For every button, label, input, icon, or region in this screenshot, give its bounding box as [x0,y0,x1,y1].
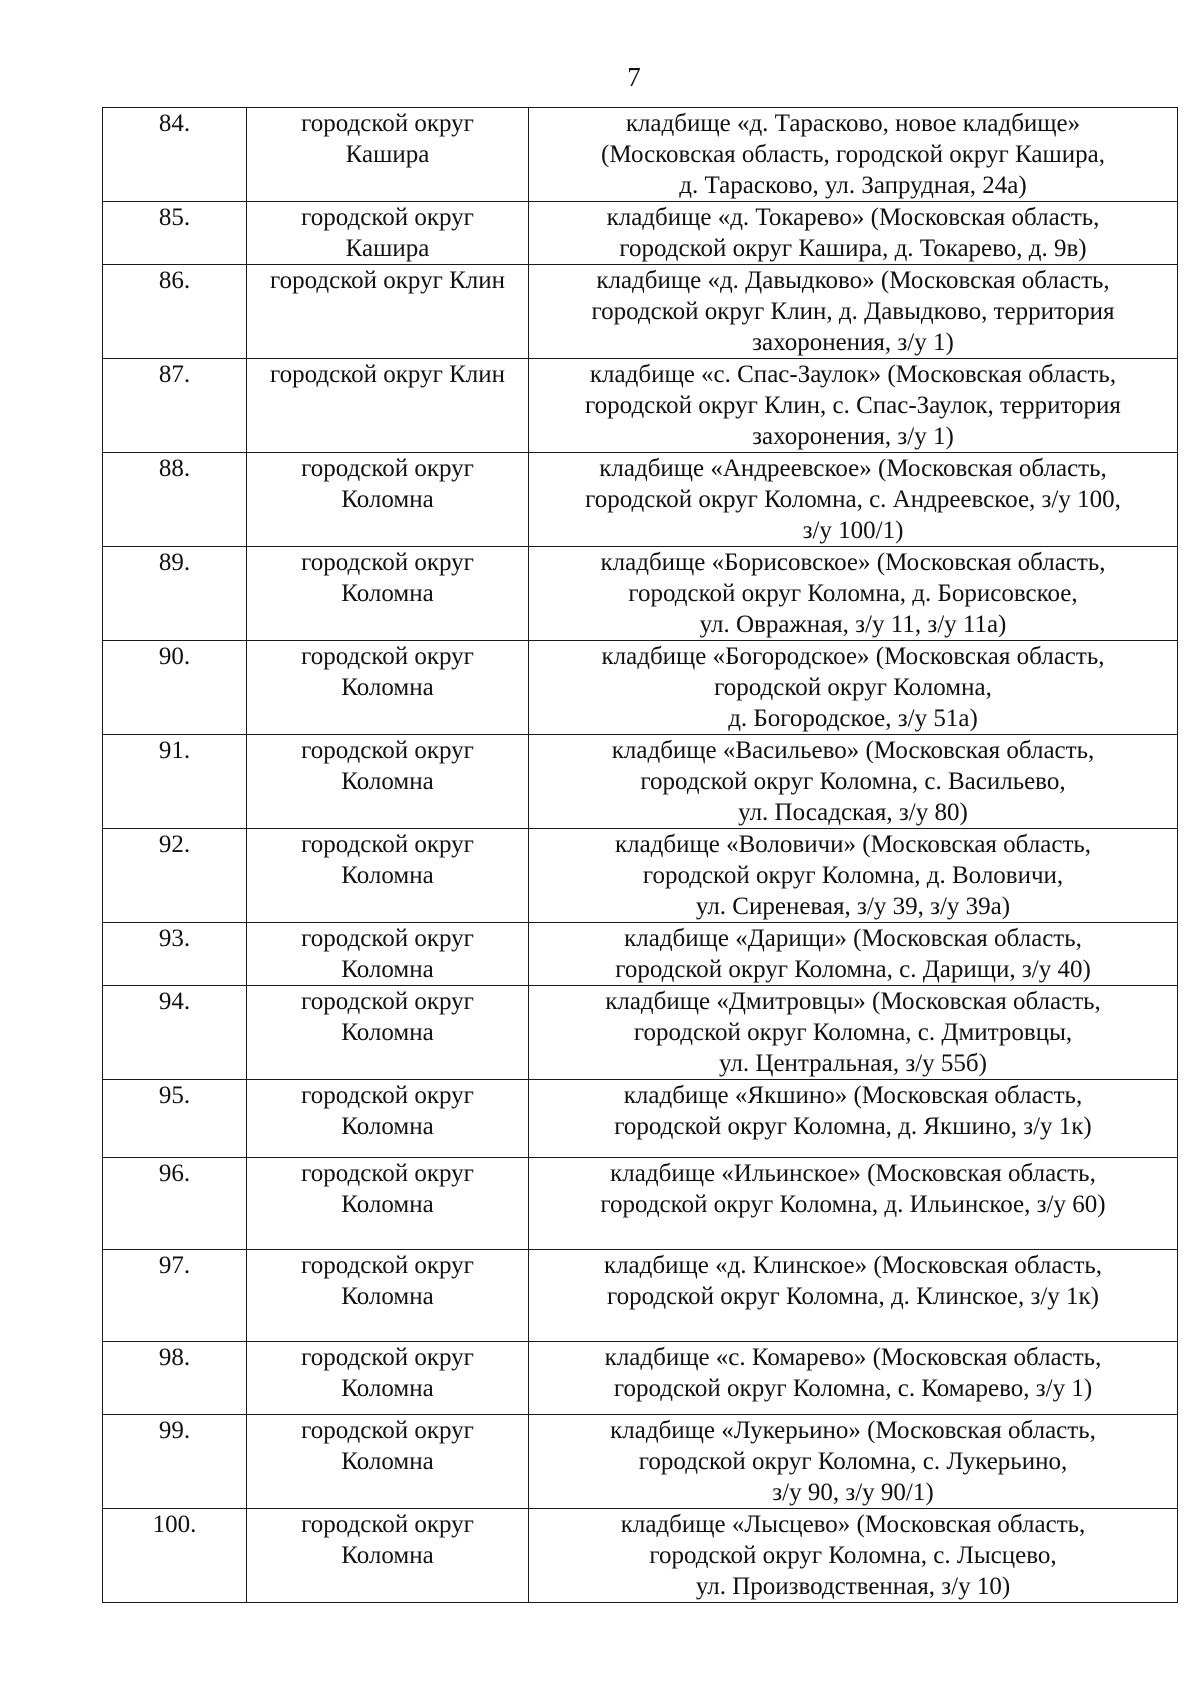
district-cell [247,202,529,265]
cemetery-line: кладбище «Дмитровцы» (Московская область, [605,988,1101,1015]
row-number: 93. [103,923,247,986]
cemetery-line: (Московская область, городской округ Кашира, [601,141,1105,168]
table-row [103,202,1178,265]
district-cell [247,829,529,923]
cemetery-line: кладбище «д. Токарево» (Московская область, [606,204,1100,231]
cemetery-line: кладбище «Богородское» (Московская область, [601,643,1105,670]
district-cell [247,923,529,986]
cemetery-line: городской округ Коломна, с. Комарево, з/у 1) [613,1375,1093,1402]
district-line: Коломна [341,486,434,513]
district-line: городской округ [301,1082,474,1109]
table-row [103,1415,1178,1509]
district-cell [247,359,529,453]
district-line: Коломна [341,1542,434,1569]
district-line: городской округ [301,1160,474,1187]
district-line: Коломна [341,862,434,889]
cemetery-line: д. Тарасково, ул. Запрудная, 24а) [679,172,1027,199]
district-line: городской округ [301,204,474,231]
cemetery-cell [529,735,1178,829]
district-line: Коломна [341,768,434,795]
cemetery-line: кладбище «Лукерьино» (Московская область, [610,1417,1096,1444]
table-row [103,453,1178,547]
table-row [103,547,1178,641]
cemetery-line: городской округ Клин, с. Спас-Заулок, территория [585,392,1121,419]
table-row [103,1342,1178,1415]
district-line: городской округ [301,988,474,1015]
district-line: Коломна [341,1113,434,1140]
cemetery-line: городской округ Коломна, с. Дмитровцы, [633,1019,1073,1046]
table-row [103,1080,1178,1158]
district-cell [247,265,529,359]
cemetery-line: ул. Центральная, з/у 55б) [719,1050,987,1077]
row-number: 94. [103,986,247,1080]
cemetery-line: кладбище «д. Клинское» (Московская область, [603,1252,1103,1279]
cemetery-line: городской округ Коломна, [714,674,992,701]
table-row [103,986,1178,1080]
district-line: городской округ [301,455,474,482]
cemetery-line: городской округ Коломна, с. Дарищи, з/у 40) [615,956,1091,983]
cemetery-line: городской округ Коломна, д. Борисовское, [628,580,1078,607]
cemetery-line: городской округ Коломна, с. Андреевское, з/у 100, [585,486,1121,513]
row-number: 87. [103,359,247,453]
cemetery-line: кладбище «Воловичи» (Московская область, [614,831,1092,858]
district-cell [247,735,529,829]
row-number: 85. [103,202,247,265]
cemetery-cell [529,547,1178,641]
cemetery-cell [529,1158,1178,1250]
cemetery-cell [529,923,1178,986]
cemetery-cell [529,1509,1178,1603]
district-line: Коломна [341,674,434,701]
table-row [103,1250,1178,1342]
cemetery-line: кладбище «с. Спас-Заулок» (Московская область, [589,361,1117,388]
row-number: 89. [103,547,247,641]
cemetery-line: кладбище «Дарищи» (Московская область, [624,925,1082,952]
table-row [103,641,1178,735]
district-line: Коломна [341,1448,434,1475]
cemetery-line: кладбище «Васильево» (Московская область, [611,737,1095,764]
cemetery-line: кладбище «с. Комарево» (Московская область, [604,1344,1102,1371]
district-cell [247,547,529,641]
cemetery-line: городской округ Коломна, д. Воловичи, [642,862,1064,889]
row-number: 100. [103,1509,247,1603]
district-cell [247,1342,529,1415]
district-line: городской округ [301,643,474,670]
district-cell [247,1080,529,1158]
cemetery-line: городской округ Кашира, д. Токарево, д. 9в) [619,235,1087,262]
row-number: 86. [103,265,247,359]
table-body [103,108,1178,1603]
cemetery-line: кладбище «Ильинское» (Московская область, [610,1160,1096,1187]
cemetery-line: городской округ Коломна, д. Клинское, з/у 1к) [607,1283,1099,1310]
cemetery-cell [529,829,1178,923]
district-line: Коломна [341,1375,434,1402]
cemetery-line: кладбище «Лысцево» (Московская область, [620,1511,1086,1538]
district-cell [247,108,529,202]
row-number: 99. [103,1415,247,1509]
district-line: Кашира [345,141,430,168]
table-row [103,829,1178,923]
row-number: 95. [103,1080,247,1158]
district-cell [247,1415,529,1509]
district-line: городской округ [301,737,474,764]
cemetery-cell [529,1415,1178,1509]
district-cell [247,1509,529,1603]
district-cell [247,986,529,1080]
cemetery-line: городской округ Коломна, с. Лукерьино, [638,1448,1068,1475]
district-line: городской округ Клин [270,361,505,388]
district-line: городской округ [301,831,474,858]
cemetery-line: ул. Овражная, з/у 11, з/у 11а) [699,611,1007,638]
cemetery-cell [529,359,1178,453]
table-row [103,735,1178,829]
cemetery-line: городской округ Клин, д. Давыдково, территория [591,298,1115,325]
district-line: Коломна [341,1019,434,1046]
cemetery-line: городской округ Коломна, с. Лысцево, [649,1542,1057,1569]
row-number: 90. [103,641,247,735]
table-row [103,359,1178,453]
cemetery-cell [529,1080,1178,1158]
cemetery-cell [529,1250,1178,1342]
table-row [103,1158,1178,1250]
cemetery-line: городской округ Коломна, с. Васильево, [640,768,1066,795]
cemetery-cell [529,1342,1178,1415]
table-row [103,923,1178,986]
page-number: 7 [627,62,641,92]
district-line: городской округ [301,110,474,137]
district-line: городской округ [301,1344,474,1371]
district-cell [247,1158,529,1250]
cemetery-cell [529,641,1178,735]
row-number: 97. [103,1250,247,1342]
cemetery-line: городской округ Коломна, д. Якшино, з/у 1к) [614,1113,1092,1140]
cemetery-line: кладбище «Андреевское» (Московская область, [599,455,1107,482]
district-line: городской округ Клин [270,267,505,294]
cemetery-line: захоронения, з/у 1) [752,329,954,356]
district-line: Коломна [341,1191,434,1218]
row-number: 98. [103,1342,247,1415]
cemetery-cell [529,453,1178,547]
cemetery-cell [529,108,1178,202]
cemetery-line: ул. Посадская, з/у 80) [738,799,968,826]
cemetery-cell [529,986,1178,1080]
district-line: городской округ [301,1511,474,1538]
district-line: Коломна [341,956,434,983]
cemetery-line: городской округ Коломна, д. Ильинское, з/у 60) [600,1191,1106,1218]
row-number: 88. [103,453,247,547]
district-line: Коломна [341,1283,434,1310]
district-line: Кашира [345,235,430,262]
cemetery-line: захоронения, з/у 1) [752,423,954,450]
district-line: Коломна [341,580,434,607]
cemetery-line: д. Богородское, з/у 51а) [728,705,978,732]
cemetery-line: ул. Сиреневая, з/у 39, з/у 39а) [695,893,1011,920]
district-cell [247,641,529,735]
row-number: 84. [103,108,247,202]
cemetery-line: кладбище «Якшино» (Московская область, [623,1082,1083,1109]
table-row [103,265,1178,359]
cemetery-line: кладбище «д. Давыдково» (Московская область, [596,267,1110,294]
row-number: 91. [103,735,247,829]
cemetery-line: ул. Производственная, з/у 10) [695,1573,1011,1600]
row-number: 92. [103,829,247,923]
cemetery-line: з/у 90, з/у 90/1) [772,1479,934,1506]
row-number: 96. [103,1158,247,1250]
table-row [103,1509,1178,1603]
cemetery-line: кладбище «д. Тарасково, новое кладбище» [625,110,1081,137]
district-line: городской округ [301,1417,474,1444]
cemetery-cell [529,265,1178,359]
cemetery-line: кладбище «Борисовское» (Московская область, [600,549,1106,576]
cemetery-cell [529,202,1178,265]
district-cell [247,1250,529,1342]
table-row [103,108,1178,202]
district-cell [247,453,529,547]
district-line: городской округ [301,925,474,952]
district-line: городской округ [301,549,474,576]
cemetery-line: з/у 100/1) [802,517,904,544]
cemetery-table [102,107,1178,1603]
district-line: городской округ [301,1252,474,1279]
